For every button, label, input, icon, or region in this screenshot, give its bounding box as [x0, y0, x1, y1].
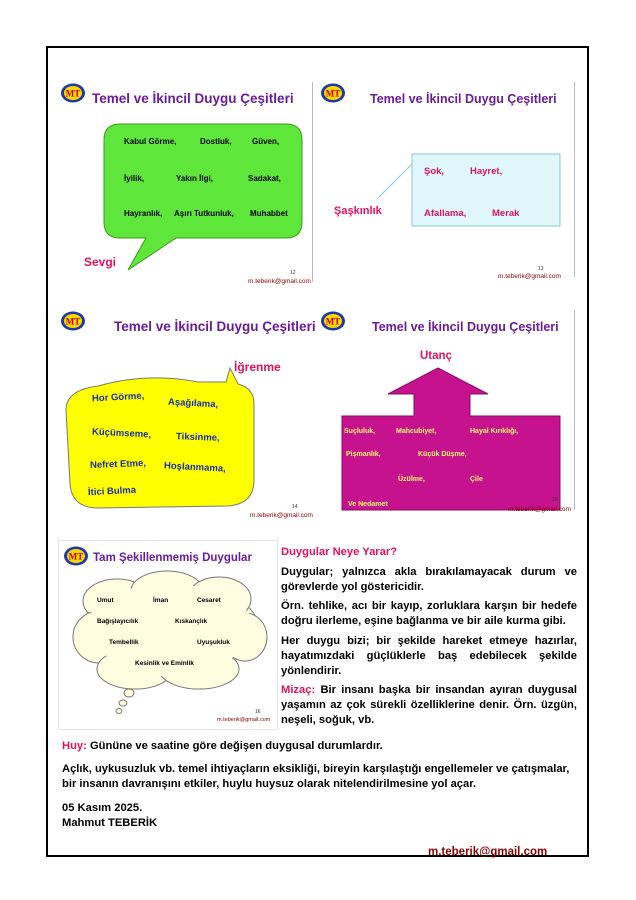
slide-page-number: 13 [538, 266, 544, 272]
svg-text:MT: MT [68, 551, 84, 562]
word: İman [153, 597, 169, 604]
word: Ve Nedamet [348, 501, 388, 508]
slide-title: Temel ve İkincil Duygu Çeşitleri [92, 91, 294, 106]
word: Küçük Düşme, [418, 451, 467, 458]
slide-title: Temel ve İkincil Duygu Çeşitleri [372, 320, 559, 334]
word: İtici Bulma [87, 484, 137, 499]
slide-page-number: 14 [292, 504, 298, 510]
term-definition: Bir insanı başka bir insandan ayıran duygusal yaşamın az çok sürekli özelliklerine denir. Örn. üzgün, neşeli, soğuk, vb. [281, 684, 577, 726]
slide-page-number: 12 [290, 270, 296, 276]
word: Merak [492, 208, 520, 219]
word: Umut [97, 597, 114, 604]
word: Kesinlik ve Eminlik [135, 660, 194, 667]
slide-utanc [320, 308, 576, 523]
slide-email: m.teberik@gmail.com [508, 506, 571, 513]
word: Hayal Kırıklığı, [470, 428, 519, 435]
slide-title: Tam Şekillenmemiş Duygular [93, 552, 252, 564]
word: Aşırı Tutkunluk, [174, 209, 234, 218]
svg-text:MT: MT [325, 88, 341, 99]
paragraph: Duygular; yalnızca akla bırakılamayacak durum ve görevlerde yol göstericidir. [281, 565, 577, 593]
date: 05 Kasım 2025. [62, 802, 143, 814]
svg-text:MT: MT [65, 88, 81, 99]
emotion-label: Şaşkınlık [334, 205, 382, 217]
word: Güven, [252, 137, 280, 146]
paragraph: Her duygu bizi; bir şekilde hareket etmeye hazırlar, hayatımızdaki güçlüklerle baş edebilecek şekilde yönlendirir. [281, 634, 577, 677]
term-label: Mizaç: [281, 684, 316, 697]
slide-email: m.teberik@gmail.com [498, 273, 561, 280]
word: İyilik, [124, 174, 145, 183]
paragraph: Örn. tehlike, acı bir kayıp, zorluklara karşın bir hedefe doğru ilerleme, eşine bağlanma ve bir aile kurma gibi. [281, 600, 577, 628]
word: Suçluluk, [344, 428, 376, 435]
paragraph-mizac [281, 683, 577, 727]
word: Tembellik [109, 639, 139, 646]
emotion-label: İğrenme [234, 360, 281, 374]
slide-tam-sekillenmemis [58, 540, 278, 730]
term-label: Huy: [62, 740, 87, 752]
body-text-column [281, 545, 577, 733]
word: Kıskançlık [175, 618, 208, 625]
paragraph: Açlık, uykusuzluk vb. temel ihtiyaçların eksikliği, bireyin karşılaştığı engellemeler ve çatışmalar, bir insanın davranışını etkiler, huylu huysuz olarak nitelendirilmesine yol açar. [62, 763, 570, 790]
slide-title: Temel ve İkincil Duygu Çeşitleri [370, 92, 557, 106]
section-heading: Duygular Neye Yarar? [281, 546, 398, 558]
slide-title: Temel ve İkincil Duygu Çeşitleri [114, 319, 316, 334]
word: Muhabbet [250, 209, 288, 218]
word: Hayranlık, [124, 209, 163, 218]
slide-page-number: 15 [552, 497, 558, 503]
word: Çile [470, 476, 483, 483]
svg-text:MT: MT [325, 316, 341, 327]
callout-box [320, 80, 576, 290]
word: Afallama, [424, 208, 467, 219]
term-definition: Gününe ve saatine göre değişen duygusal durumlardır. [86, 740, 383, 752]
word: Aşağılama, [167, 396, 219, 411]
word: Hayret, [470, 166, 503, 177]
word: Sadakat, [248, 174, 281, 183]
slide-edge [574, 82, 575, 277]
paragraph-huy [62, 739, 582, 754]
word: Pişmanlık, [346, 451, 381, 458]
author-email: m.teberik@gmail.com [428, 846, 548, 858]
slide-page-number: 16 [255, 709, 261, 715]
slide-sevgi [58, 80, 310, 290]
word: Nefret Etme, [89, 458, 147, 471]
word: Bağışlayıcılık [97, 618, 139, 625]
arrow-box-magenta [320, 308, 576, 523]
word: Tiksinme, [175, 431, 220, 444]
word: Cesaret [197, 597, 221, 604]
slide-edge [574, 310, 575, 510]
emotion-label: Sevgi [84, 255, 117, 269]
slide-edge [312, 82, 313, 282]
word: Mahcubiyet, [396, 428, 437, 435]
svg-text:MT: MT [65, 316, 81, 327]
slide-email: m.teberik@gmail.com [250, 512, 313, 519]
slide-saskinlik [320, 80, 576, 290]
word: Uyuşukluk [197, 639, 230, 646]
slide-email: m.teberik@gmail.com [248, 278, 311, 285]
slide-igrenme [58, 308, 314, 523]
word: Yakın İlgi, [176, 174, 213, 183]
word: Kabul Görme, [124, 137, 177, 146]
word: Şok, [424, 166, 445, 177]
author: Mahmut TEBERİK [62, 817, 158, 829]
word: Dostluk, [200, 137, 232, 146]
word: Küçümseme, [91, 426, 152, 441]
slide-email: m.teberik@gmail.com [217, 717, 271, 723]
word: Üzülme, [398, 476, 425, 483]
emotion-label: Utanç [420, 350, 452, 362]
word: Hoşlanmama, [163, 460, 227, 475]
word: Hor Görme, [91, 390, 145, 405]
thought-cloud [59, 541, 279, 731]
